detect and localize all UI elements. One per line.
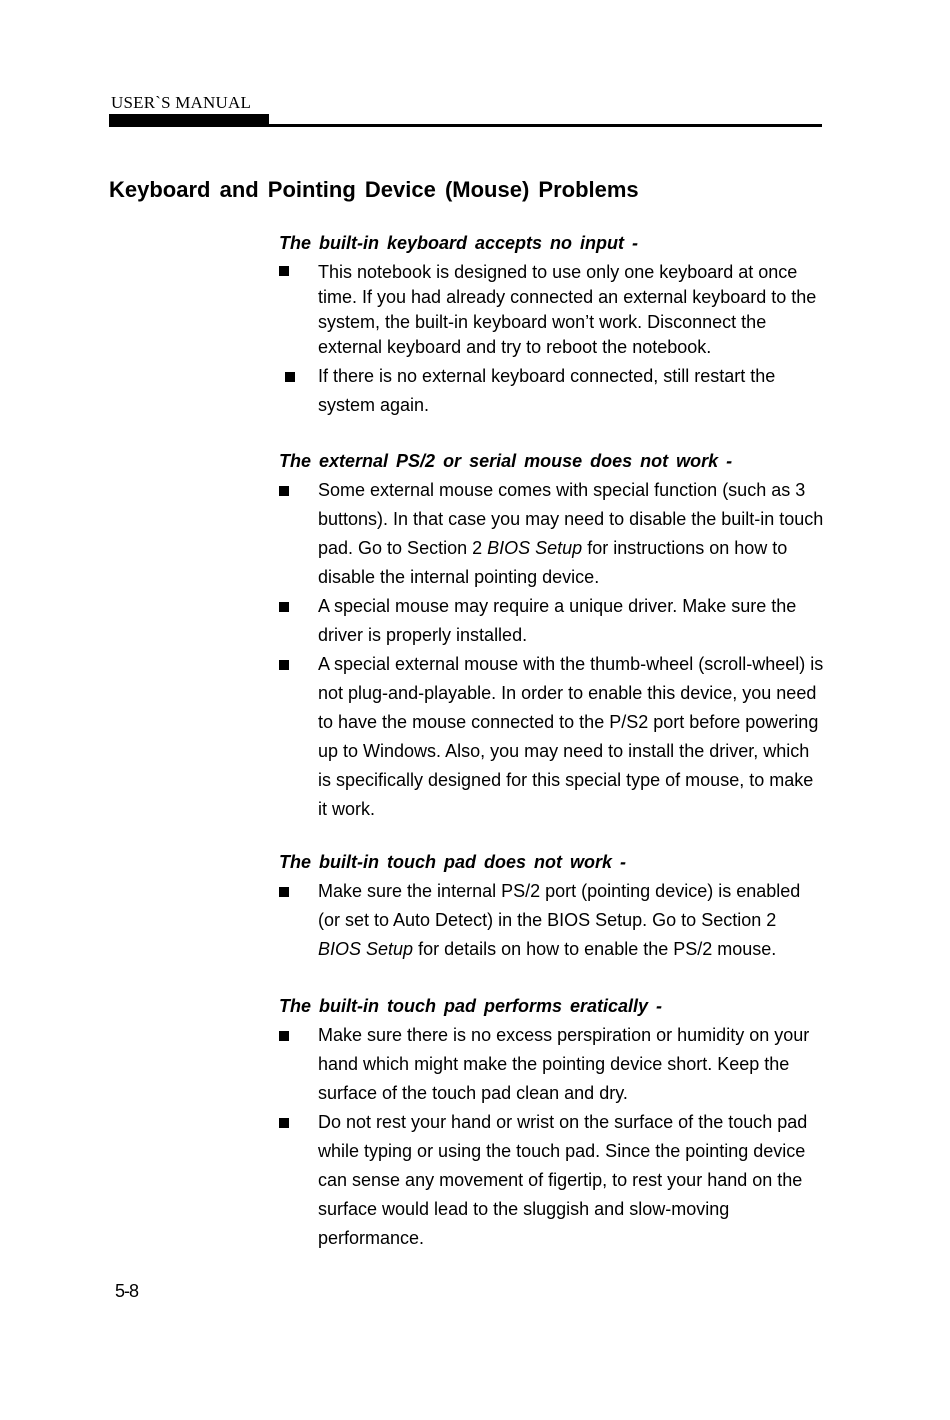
list-item-text: If there is no external keyboard connected, still restart the system again. [318,366,776,415]
emphasis-bios-setup: BIOS Setup [318,939,414,959]
list-item [279,1108,824,1253]
header-rule [109,124,822,127]
list-item [279,476,824,592]
list-item [279,650,824,824]
list-item [279,877,824,964]
page-title: Keyboard and Pointing Device (Mouse) Problems [109,177,639,202]
list-item-text: Make sure the internal PS/2 port (pointing device) is enabled (or set to Auto Detect) in the BIOS Setup. Go to Section 2 BIOS Setup for details on how to enable the PS/2 mouse. [318,881,801,959]
section-touchpad-not-work [279,848,824,964]
list-item [279,362,824,420]
section-keyboard-no-input [279,229,824,420]
square-bullet-icon [279,887,289,897]
list-item [279,258,824,362]
list-item-text: Make sure there is no excess perspiration or humidity on your hand which might make the pointing device short. Keep the surface of the touch pad clean and dry. [318,1025,810,1103]
square-bullet-icon [279,266,289,276]
list-item-text: A special mouse may require a unique driver. Make sure the driver is properly installed. [318,596,797,645]
emphasis-bios-setup: BIOS Setup [487,538,583,558]
section-heading: The built-in touch pad does not work - [279,852,626,872]
section-external-mouse [279,447,824,824]
section-touchpad-erratic [279,992,824,1253]
list-item-text: A special external mouse with the thumb-wheel (scroll-wheel) is not plug-and-playable. In order to enable this device, you need to have the mouse connected to the P/S2 port before powering up to Windows. Also, you may need to install the driver, which is specifically designed for this special type of mouse, to make it work. [318,654,824,819]
header-label: USER`S MANUAL [111,93,252,112]
square-bullet-icon [279,486,289,496]
list-item [279,1021,824,1108]
list-item-text: This notebook is designed to use only one keyboard at once time. If you had already connected an external keyboard to the system, the built-in keyboard won’t work. Disconnect the external keyboard and try to reboot the notebook. [318,262,817,357]
square-bullet-icon [279,602,289,612]
list-item-text: Some external mouse comes with special function (such as 3 buttons). In that case you may need to disable the built-in touch pad. Go to Section 2 BIOS Setup for instructions on how to disable the internal pointing device. [318,480,824,587]
section-heading: The built-in keyboard accepts no input - [279,233,639,253]
section-heading: The external PS/2 or serial mouse does not work - [279,451,733,471]
list-item-text: Do not rest your hand or wrist on the surface of the touch pad while typing or using the touch pad. Since the pointing device can sense any movement of figertip, to rest your hand on the surface would lead to the sluggish and slow-moving performance. [318,1112,808,1248]
section-heading: The built-in touch pad performs eratically - [279,996,663,1016]
square-bullet-icon [279,660,289,670]
page-number: 5-8 [115,1281,139,1301]
square-bullet-icon [279,1031,289,1041]
square-bullet-icon [285,372,295,382]
list-item [279,592,824,650]
square-bullet-icon [279,1118,289,1128]
